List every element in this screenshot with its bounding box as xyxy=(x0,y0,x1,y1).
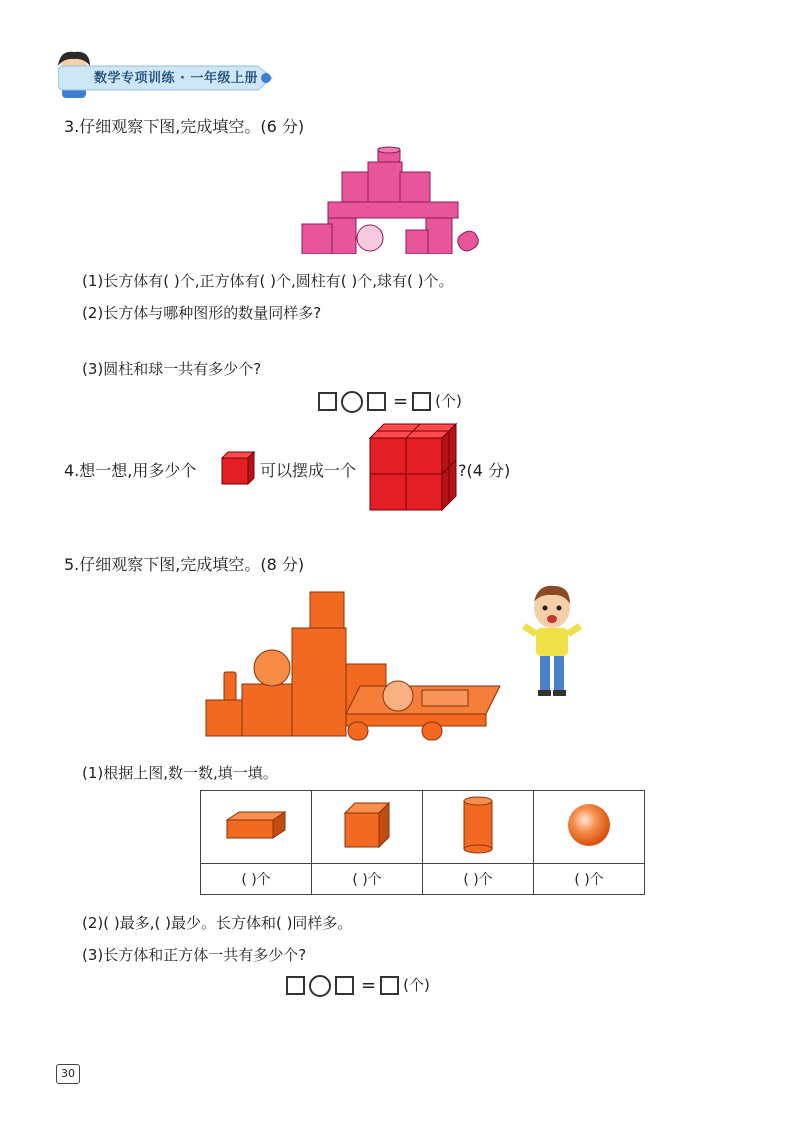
equation-unit: (个) xyxy=(403,976,430,994)
small-cube-icon xyxy=(220,450,256,486)
q4-prefix: 4.想一想,用多少个 xyxy=(64,461,197,480)
boy-character-icon xyxy=(520,582,584,700)
table-cell xyxy=(423,791,534,864)
operator-circle[interactable] xyxy=(341,391,363,413)
answer-box[interactable] xyxy=(412,392,431,411)
q5-equation xyxy=(286,974,434,997)
q5-item2: (2)( )最多,( )最少。长方体和( )同样多。 xyxy=(82,914,353,932)
q3-item1: (1)长方体有( )个,正方体有( )个,圆柱有( )个,球有( )个。 xyxy=(82,272,454,290)
q3-title: 3.仔细观察下图,完成填空。(6 分) xyxy=(64,117,305,136)
header-title: 数学专项训练 · 一年级上册 xyxy=(94,71,258,86)
count-label[interactable]: ( )个 xyxy=(423,864,534,895)
q3-item3: (3)圆柱和球一共有多少个? xyxy=(82,360,262,378)
cylinder-icon xyxy=(458,795,498,855)
page-number: 30 xyxy=(56,1064,80,1084)
operator-circle[interactable] xyxy=(309,975,331,997)
pink-blocks-figure xyxy=(298,146,484,254)
q5-item3: (3)长方体和正方体一共有多少个? xyxy=(82,946,307,964)
equation-unit: (个) xyxy=(435,392,462,410)
answer-box[interactable] xyxy=(286,976,305,995)
cube-icon xyxy=(341,799,393,851)
answer-box[interactable] xyxy=(380,976,399,995)
q5-title: 5.仔细观察下图,完成填空。(8 分) xyxy=(64,555,305,574)
table-cell xyxy=(201,791,312,864)
q4-middle: 可以摆成一个 xyxy=(260,461,357,480)
count-label[interactable]: ( )个 xyxy=(201,864,312,895)
equals-sign: = xyxy=(393,391,409,412)
q5-item1: (1)根据上图,数一数,填一填。 xyxy=(82,764,278,782)
q3-item2: (2)长方体与哪种图形的数量同样多? xyxy=(82,304,322,322)
answer-box[interactable] xyxy=(318,392,337,411)
q4-suffix: ?(4 分) xyxy=(458,461,511,480)
cuboid-icon xyxy=(223,808,289,842)
q3-equation xyxy=(318,390,466,413)
count-label[interactable]: ( )个 xyxy=(534,864,645,895)
answer-box[interactable] xyxy=(367,392,386,411)
table-cell xyxy=(312,791,423,864)
table-cell xyxy=(534,791,645,864)
count-table xyxy=(200,790,645,895)
sphere-icon xyxy=(565,801,613,849)
count-label[interactable]: ( )个 xyxy=(312,864,423,895)
answer-box[interactable] xyxy=(335,976,354,995)
large-cube-figure xyxy=(368,422,458,512)
equals-sign: = xyxy=(361,975,377,996)
orange-train-figure xyxy=(200,588,506,744)
